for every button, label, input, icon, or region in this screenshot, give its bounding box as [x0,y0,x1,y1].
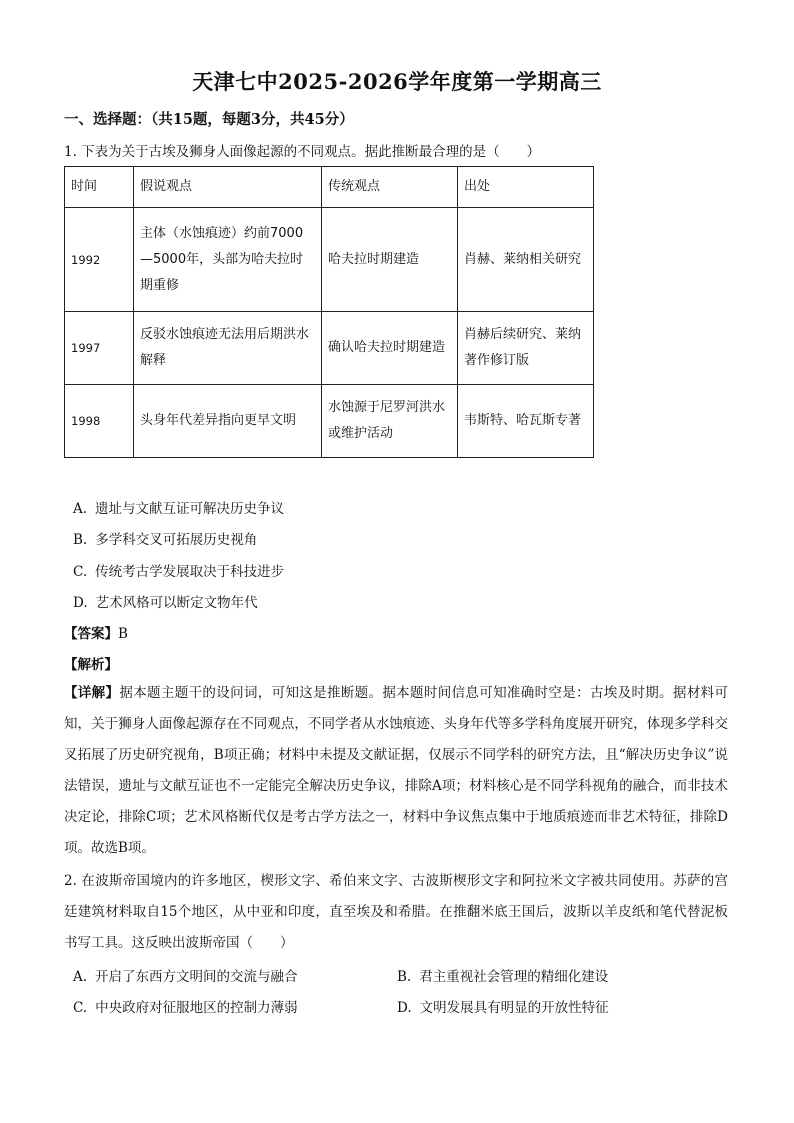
table-header-cell: 出处 [458,167,594,208]
analysis-label: 【解析】 [64,657,118,673]
option-letter: C. [73,1000,88,1016]
option-letter: A. [73,501,88,517]
section-heading: 一、选择题：（共15题，每题3分，共45分） [64,111,354,128]
answer-value: B [118,626,128,642]
detail-text: 据本题主题干的设问词，可知这是推断题。据本题时间信息可知准确时空是：古埃及时期。据材料可知，关于狮身人面像起源存在不同观点，不同学者从水蚀痕迹、头身年代等多学科角度展开研究，体现多学科交叉拓展了历史研究视角，B项正确；材料中未提及文献证据，仅展示不同学科的研究方法，且“解决历史争议”说法错误，遗址与文献互证也不一定能完全解决历史争议，排除A项；材料核心是不同学科视角的融合，而非技术决定论，排除C项；艺术风格断代仅是考古学方法之一，材料中争议焦点集中于地质痕迹而非艺术特征，排除D项。故选B项。 [64,685,729,856]
option-text: 中央政府对征服地区的控制力薄弱 [95,1000,298,1016]
page-title: 天津七中2025-2026学年度第一学期高三 [192,69,602,94]
table-row [65,385,594,458]
option-d [73,591,258,611]
option-text: 君主重视社会管理的精细化建设 [419,969,609,985]
viewpoint-table [64,166,594,458]
table-header-cell: 传统观点 [322,167,458,208]
answer-line [64,622,128,642]
table-cell: 头身年代差异指向更早文明 [134,385,322,458]
option-letter: B. [73,532,88,548]
option-a [73,497,284,517]
table-cell: 主体（水蚀痕迹）约前7000—5000年，头部为哈夫拉时期重修 [134,208,322,312]
option-letter: B. [397,969,412,985]
table-cell: 水蚀源于尼罗河洪水或维护活动 [322,385,458,458]
question-1-stem: 1. 下表为关于古埃及狮身人面像起源的不同观点。据此推断最合理的是（ ） [64,144,541,160]
option-c [73,560,284,580]
table-cell: 1997 [65,312,134,385]
table-cell: 反驳水蚀痕迹无法用后期洪水解释 [134,312,322,385]
table-cell: 1992 [65,208,134,312]
q2-option-b [397,965,608,985]
option-text: 遗址与文献互证可解决历史争议 [95,501,285,517]
option-letter: D. [73,595,88,611]
detail-paragraph [64,678,728,864]
table-cell: 肖赫、莱纳相关研究 [458,208,594,312]
answer-label: 【答案】 [64,626,118,642]
option-letter: C. [73,564,88,580]
option-text: 开启了东西方文明间的交流与融合 [95,969,298,985]
table-cell: 肖赫后续研究、莱纳著作修订版 [458,312,594,385]
option-b [73,528,257,548]
table-row [65,312,594,385]
detail-label: 【详解】 [64,685,120,701]
table-header-row [65,167,594,208]
option-text: 传统考古学发展取决于科技进步 [95,564,285,580]
table-cell: 韦斯特、哈瓦斯专著 [458,385,594,458]
option-letter: D. [397,1000,412,1016]
option-letter: A. [73,969,88,985]
table-row [65,208,594,312]
option-text: 文明发展具有明显的开放性特征 [419,1000,609,1016]
q2-option-d [397,996,609,1016]
option-text: 多学科交叉可拓展历史视角 [95,532,258,548]
table-header-cell: 假说观点 [134,167,322,208]
q2-option-a [73,965,298,985]
option-text: 艺术风格可以断定文物年代 [95,595,258,611]
q2-option-c [73,996,298,1016]
table-cell: 确认哈夫拉时期建造 [322,312,458,385]
table-cell: 哈夫拉时期建造 [322,208,458,312]
table-header-cell: 时间 [65,167,134,208]
table-cell: 1998 [65,385,134,458]
question-2-stem: 2. 在波斯帝国境内的许多地区，楔形文字、希伯来文字、古波斯楔形文字和阿拉米文字被共同使用。苏萨的宫廷建筑材料取自15个地区，从中亚和印度，直至埃及和希腊。在推翻米底王国后，波斯以羊皮纸和笔代替泥板书写工具。这反映出波斯帝国（ ） [64,873,728,951]
